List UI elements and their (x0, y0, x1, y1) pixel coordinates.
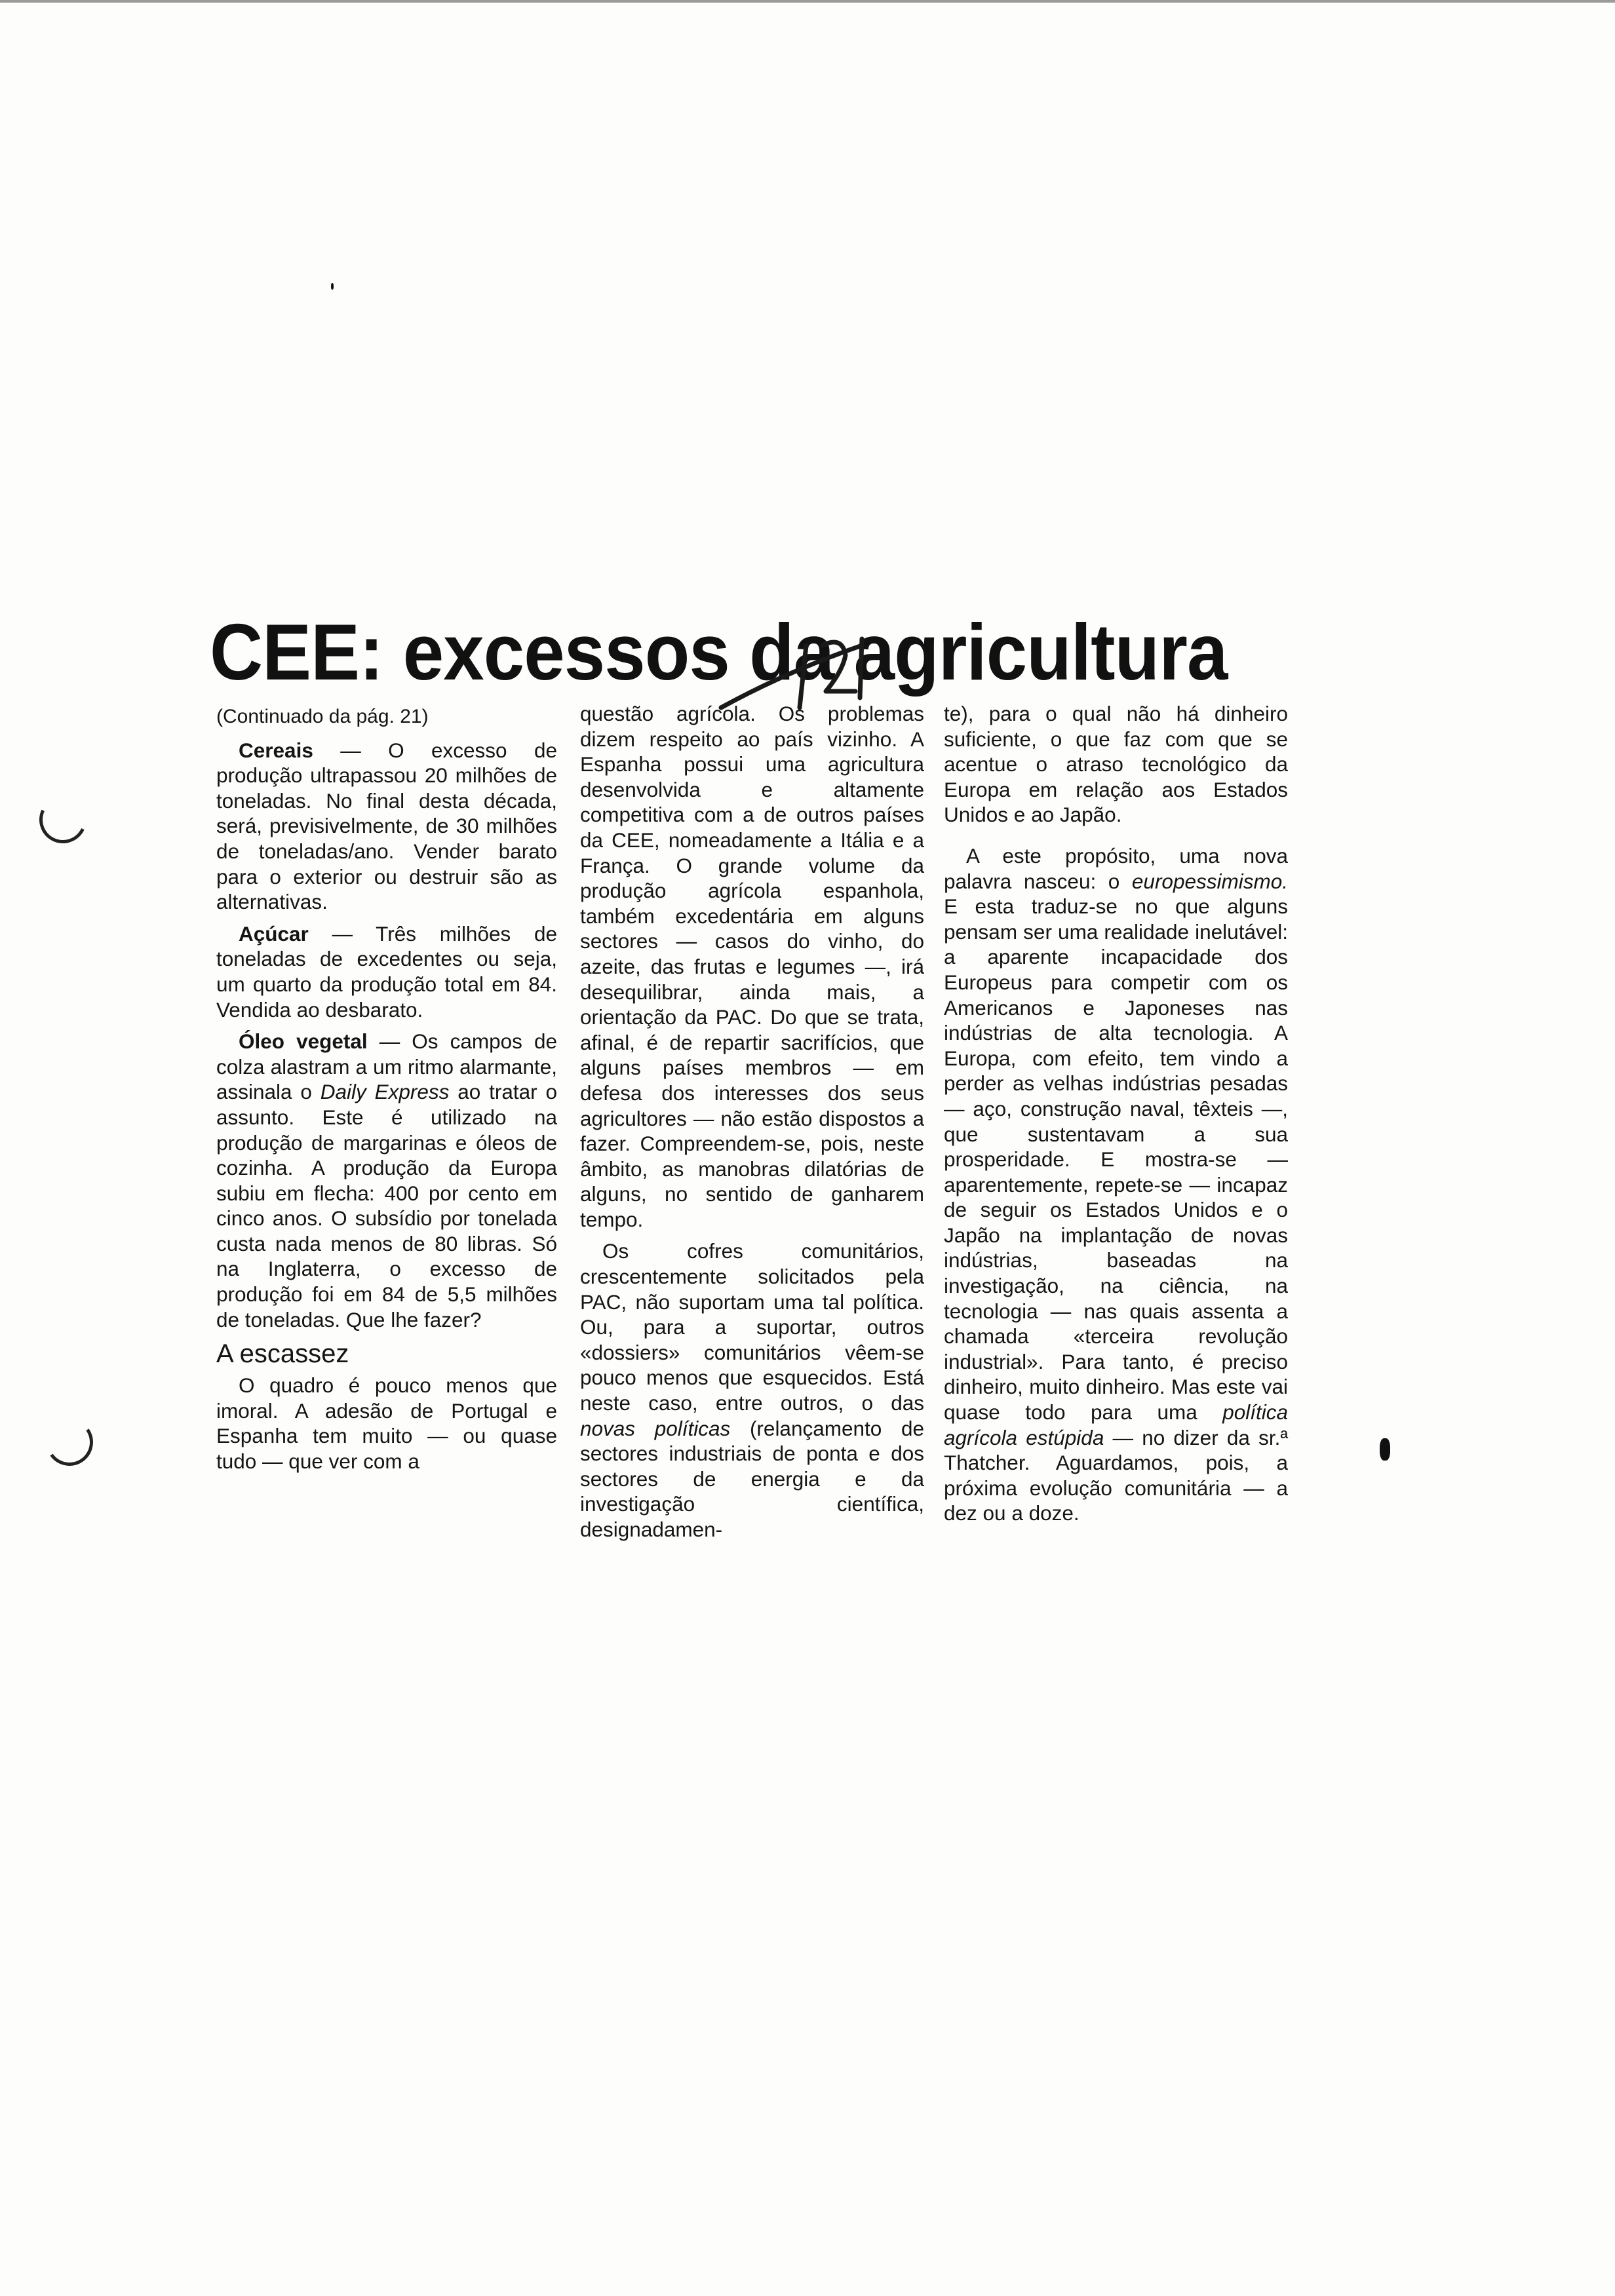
paragraph-questao-agricola: questão agrícola. Os problemas dizem respeito ao país vizinho. A Espanha possui uma agricultura desenvolvida e altamente competitiva com a de outros países da CEE, nomeadamente a Itália e a França. O grande volume da produção agrícola espanhola, também excedentária em alguns sectores — casos do vinho, do azeite, das frutas e legumes —, irá desequilibrar, ainda mais, a orientação da PAC. Do que se trata, afinal, é de repartir sacrifícios, que alguns países membros — em defesa dos interesses dos seus agricultores — não estão dispostos a fazer. Compreendem-se, pois, neste âmbito, as manobras dilatórias de alguns, no sentido de ganharem tempo. (580, 702, 924, 1231)
paragraph-europessimismo: A este propósito, uma nova palavra nasceu: o europessimismo. E esta traduz-se no que alguns pensam ser uma realidade inelutável: a aparente incapacidade dos Europeus para competir com os Americanos e Japoneses nas indústrias de alta tecnologia. A Europa, com efeito, tem vindo a perder as velhas indústrias pesadas — aço, construção naval, têxteis —, que sustentavam a sua prosperidade. E mostra-se — aparentemente, repete-se — incapaz de seguir os Estados Unidos e o Japão na implantação de novas indústrias, baseadas na investigação, na ciência, na tecnologia — nas quais assenta a chamada «terceira revolução industrial». Para tanto, é preciso dinheiro, muito dinheiro. Mas este vai quase todo para uma política agrícola estúpida — no dizer da sr.ª Thatcher. Aguardamos, pois, a próxima evolução comunitária — a dez ou a doze. (944, 843, 1288, 1525)
lead-cereais: Cereais (239, 738, 313, 762)
punch-hole-bottom (42, 1415, 96, 1469)
continuation-note: (Continuado da pág. 21) (216, 706, 429, 727)
paragraph-oleo-vegetal: Óleo vegetal — Os campos de colza alastram a um ritmo alarmante, assinala o Daily Express ao tratar o assunto. Este é utilizado na produção de margarinas e óleos de cozinha. A produção da Europa subiu em flecha: 400 por cento em cinco anos. O subsídio por tonelada custa nada menos de 80 libras. Só na Inglaterra, o excesso de produção foi em 84 de 5,5 milhões de toneladas. Que lhe fazer? (216, 1029, 557, 1331)
scan-speck (1380, 1438, 1390, 1461)
lead-oleo-vegetal: Óleo vegetal (239, 1029, 368, 1054)
subheading-escassez: A escassez (216, 1339, 349, 1369)
scan-speck (331, 283, 334, 290)
paragraph-cereais: Cereais — O excesso de produção ultrapassou 20 milhões de toneladas. No final desta década, será, previsivelmente, de 30 milhões de toneladas/ano. Vender barato para o exterior ou destruir são as alternativas. (216, 738, 557, 914)
lead-acucar: Açúcar (239, 921, 309, 946)
scan-top-edge (0, 0, 1615, 3)
headline: CEE: excessos da agricultura (210, 607, 1228, 697)
paragraph-quadro: O quadro é pouco menos que imoral. A adesão de Portugal e Espanha tem muito — ou quase tudo — que ver com a (216, 1373, 557, 1474)
punch-hole-top (33, 790, 93, 850)
paragraph-dinheiro: te), para o qual não há dinheiro suficiente, o que faz com que se acentue o atraso tecnológico da Europa em relação aos Estados Unidos e ao Japão. (944, 702, 1288, 827)
article-column-1 (216, 704, 557, 1474)
article-column-2 (580, 701, 924, 1542)
paragraph-cofres: Os cofres comunitários, crescentemente solicitados pela PAC, não suportam uma tal política. Ou, para a suportar, outros «dossiers» comunitários vêem-se pouco menos que esquecidos. Está neste caso, entre outros, o das novas políticas (relançamento de sectores industriais de ponta e dos sectores de energia e da investigação científica, designadamen- (580, 1239, 924, 1541)
paragraph-acucar: Açúcar — Três milhões de toneladas de excedentes ou seja, um quarto da produção total em 84. Vendida ao desbarato. (216, 921, 557, 1022)
newspaper-clipping (190, 590, 1291, 1618)
article-column-3 (944, 701, 1288, 1526)
